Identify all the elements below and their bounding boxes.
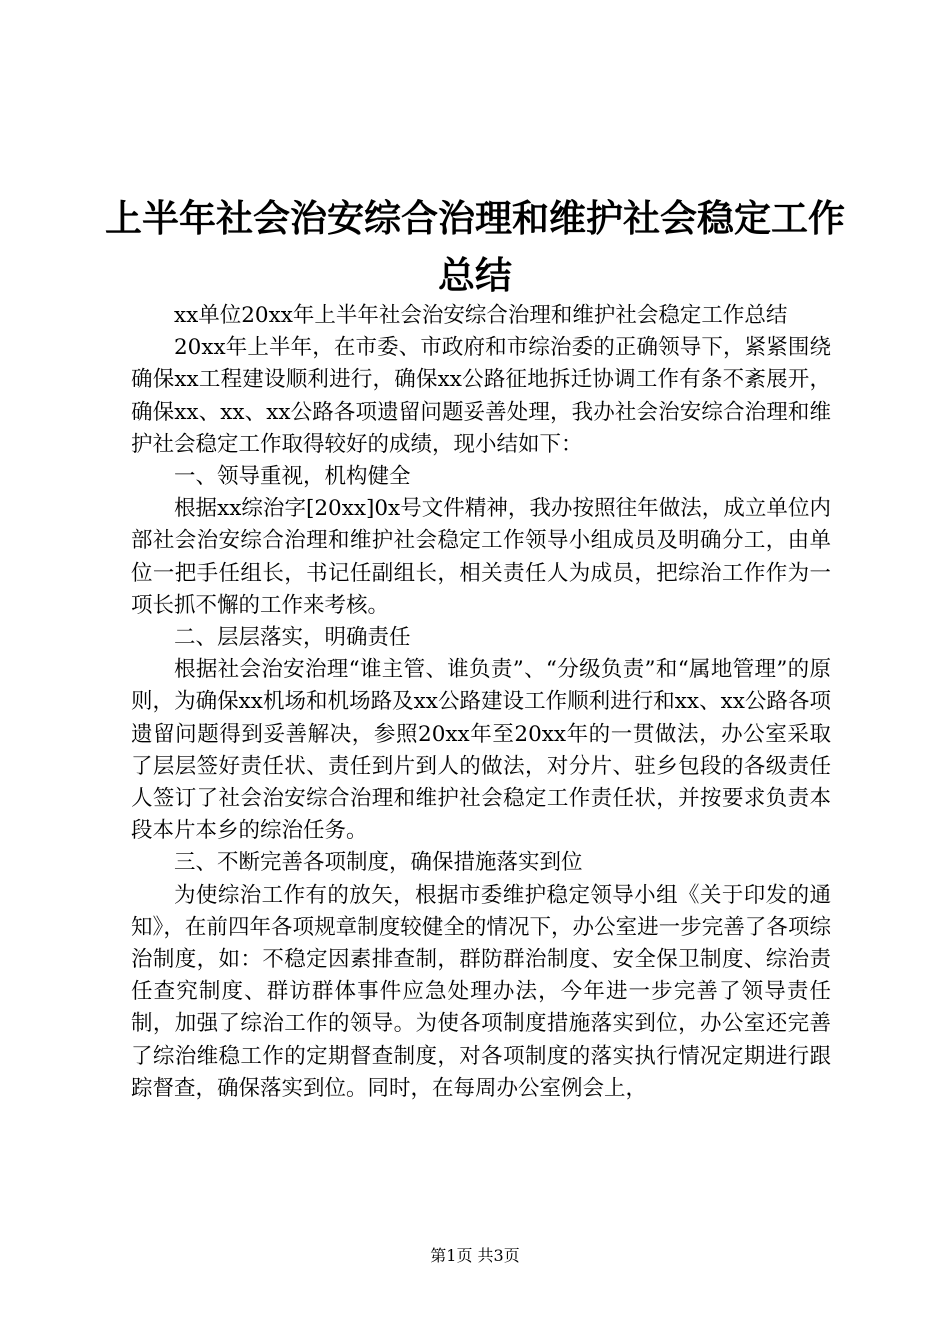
paragraph-heading-sub: xx单位20xx年上半年社会治安综合治理和维护社会稳定工作总结: [174, 303, 788, 328]
paragraph-section-1: 根据xx综治字[20xx]0x号文件精神，我办按照往年做法，成立单位内部社会治安综合治理和维护社会稳定工作领导小组成员及明确分工，由单位一把手任组长，书记任副组长，相关责任人为成员，把综治工作作为一项长抓不懈的工作来考核。: [131, 496, 831, 618]
document-body: [131, 300, 831, 1105]
section-heading-3: 三、不断完善各项制度，确保措施落实到位: [174, 850, 583, 876]
section-heading-2: 二、层层落实，明确责任: [174, 625, 411, 651]
section-heading-1: 一、领导重视，机构健全: [174, 464, 411, 490]
document-title-line1: 上半年社会治安综合治理和维护社会稳定工作: [105, 196, 845, 240]
document-title-line2: 总结: [438, 253, 512, 297]
page-number-footer: 第1页 共3页: [430, 1246, 520, 1265]
paragraph-section-3: 为使综治工作有的放矢，根据市委维护稳定领导小组《关于印发的通知》，在前四年各项规章制度较健全的情况下，办公室进一步完善了各项综治制度，如：不稳定因素排查制，群防群治制度、安全保卫制度、综治责任查究制度、群访群体事件应急处理办法，今年进一步完善了领导责任制，加强了综治工作的领导。为使各项制度措施落实到位，办公室还完善了综治维稳工作的定期督查制度，对各项制度的落实执行情况定期进行跟踪督查，确保落实到位。同时，在每周办公室例会上，: [131, 882, 831, 1101]
paragraph-section-2: 根据社会治安治理“谁主管、谁负责”、“分级负责”和“属地管理”的原则，为确保xx机场和机场路及xx公路建设工作顺利进行和xx、xx公路各项遗留问题得到妥善解决，参照20xx年至20xx年的一贯做法，办公室采取了层层签好责任状、责任到片到人的做法，对分片、驻乡包段的各级责任人签订了社会治安综合治理和维护社会稳定工作责任状，并按要求负责本段本片本乡的综治任务。: [131, 657, 831, 844]
paragraph-intro: 20xx年上半年，在市委、市政府和市综治委的正确领导下，紧紧围绕确保xx工程建设顺利进行，确保xx公路征地拆迁协调工作有条不紊展开，确保xx、xx、xx公路各项遗留问题妥善处理，我办社会治安综合治理和维护社会稳定工作取得较好的成绩，现小结如下：: [131, 335, 831, 457]
